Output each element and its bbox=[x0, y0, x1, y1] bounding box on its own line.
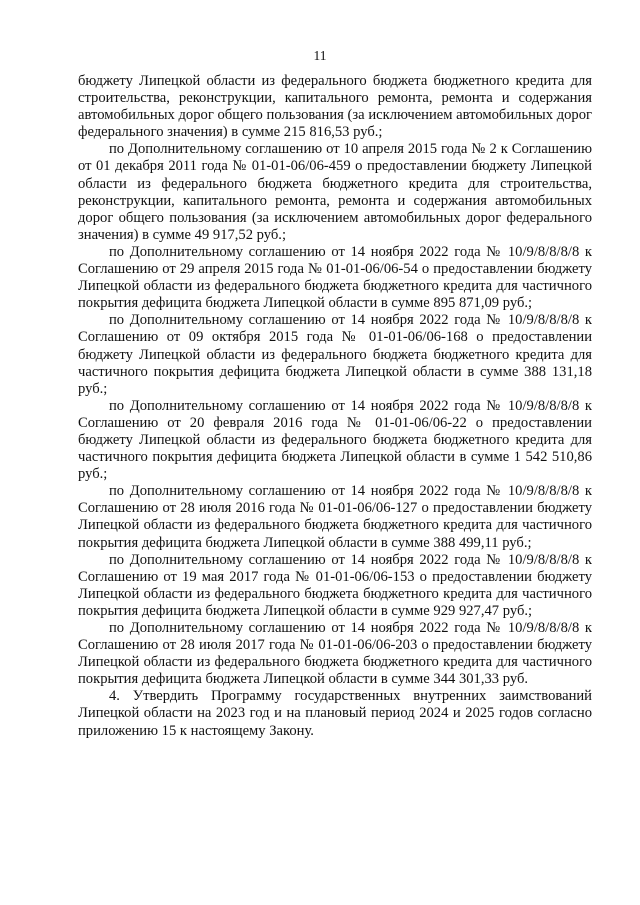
paragraph: 4. Утвердить Программу государственных внутренних заимствований Липецкой области на 2023 год и на плановый период 2024 и 2025 годов согласно приложению 15 к настоящему Закону. bbox=[78, 688, 592, 739]
paragraph: бюджету Липецкой области из федерального бюджета бюджетного кредита для строительства, реконструкции, капитального ремонта, ремонта и содержания автомобильных дорог общего пользования (за исключением автомобильных дорог федерального значения) в сумме 215 816,53 руб.; bbox=[78, 73, 592, 141]
document-body bbox=[78, 73, 592, 740]
paragraph: по Дополнительному соглашению от 10 апреля 2015 года № 2 к Соглашению от 01 декабря 2011 года № 01-01-06/06-459 о предоставлении бюджету Липецкой области из федерального бюджета бюджетного кредита для строительства, реконструкции, капитального ремонта, ремонта и содержания автомобильных дорог общего пользования (за исключением автомобильных дорог федерального значения) в сумме 49 917,52 руб.; bbox=[78, 141, 592, 243]
paragraph: по Дополнительному соглашению от 14 ноября 2022 года № 10/9/8/8/8/8 к Соглашению от 29 апреля 2015 года № 01-01-06/06-54 о предоставлении бюджету Липецкой области из федерального бюджета бюджетного кредита для частичного покрытия дефицита бюджета Липецкой области в сумме 895 871,09 руб.; bbox=[78, 243, 592, 312]
paragraph: по Дополнительному соглашению от 14 ноября 2022 года № 10/9/8/8/8/8 к Соглашению от 09 октября 2015 года № 01-01-06/06-168 о предоставлении бюджету Липецкой области из федерального бюджета бюджетного кредита для частичного покрытия дефицита бюджета Липецкой области в сумме 388 131,18 руб.; bbox=[78, 312, 592, 397]
paragraph: по Дополнительному соглашению от 14 ноября 2022 года № 10/9/8/8/8/8 к Соглашению от 20 февраля 2016 года № 01-01-06/06-22 о предоставлении бюджету Липецкой области из федерального бюджета бюджетного кредита для частичного покрытия дефицита бюджета Липецкой области в сумме 1 542 510,86 руб.; bbox=[78, 397, 592, 483]
paragraph: по Дополнительному соглашению от 14 ноября 2022 года № 10/9/8/8/8/8 к Соглашению от 19 мая 2017 года № 01-01-06/06-153 о предоставлении бюджету Липецкой области из федерального бюджета бюджетного кредита для частичного покрытия дефицита бюджета Липецкой области в сумме 929 927,47 руб.; bbox=[78, 551, 592, 619]
paragraph: по Дополнительному соглашению от 14 ноября 2022 года № 10/9/8/8/8/8 к Соглашению от 28 июля 2017 года № 01-01-06/06-203 о предоставлении бюджету Липецкой области из федерального бюджета бюджетного кредита для частичного покрытия дефицита бюджета Липецкой области в сумме 344 301,33 руб. bbox=[78, 620, 592, 688]
paragraph: по Дополнительному соглашению от 14 ноября 2022 года № 10/9/8/8/8/8 к Соглашению от 28 июля 2016 года № 01-01-06/06-127 о предоставлении бюджету Липецкой области из федерального бюджета бюджетного кредита для частичного покрытия дефицита бюджета Липецкой области в сумме 388 499,11 руб.; bbox=[78, 483, 592, 551]
page-number: 11 bbox=[313, 48, 327, 63]
